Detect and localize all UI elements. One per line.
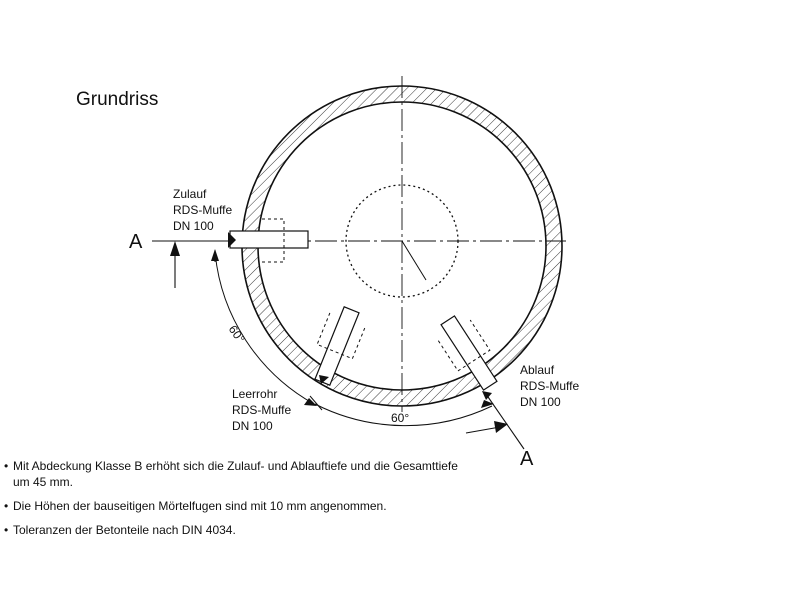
- angle-label-left: 60°: [225, 322, 248, 346]
- section-arrow-left-icon: [170, 241, 180, 256]
- outlet-label: [520, 362, 579, 410]
- inlet-label-line: DN 100: [173, 219, 214, 233]
- angle-label-bottom: 60°: [391, 411, 410, 425]
- empty-pipe-label-line: RDS-Muffe: [232, 403, 292, 417]
- note-item: • Die Höhen der bauseitigen Mörtelfugen sind mit 10 mm angenommen.: [4, 498, 474, 514]
- inlet-label-line: Zulauf: [173, 187, 207, 201]
- section-arrow-right-shaft: [466, 427, 500, 433]
- drawing-title: Grundriss: [76, 89, 159, 110]
- outlet-label-line: Ablauf: [520, 363, 555, 377]
- outlet-label-line: RDS-Muffe: [520, 379, 580, 393]
- empty-pipe-label-line: DN 100: [232, 419, 273, 433]
- inlet-label: [173, 186, 232, 234]
- empty-pipe-label-line: Leerrohr: [232, 387, 278, 401]
- section-marker-left: A: [129, 231, 143, 253]
- inlet-pipe: [230, 231, 308, 248]
- empty-pipe-label: [232, 386, 291, 434]
- notes-list: [4, 458, 474, 546]
- dimension-arrow-left-top: [211, 249, 219, 261]
- note-item: • Mit Abdeckung Klasse B erhöht sich die Zulauf- und Ablauftiefe und die Gesamttiefe um 45 mm.: [4, 458, 474, 490]
- section-line-right: [486, 394, 524, 449]
- section-marker-right: A: [520, 448, 534, 470]
- note-item: • Toleranzen der Betonteile nach DIN 4034.: [4, 522, 474, 538]
- center-radius-line: [402, 241, 426, 280]
- dimension-arrow-bottom-right: [481, 400, 494, 408]
- inlet-label-line: RDS-Muffe: [173, 203, 233, 217]
- outlet-label-line: DN 100: [520, 395, 561, 409]
